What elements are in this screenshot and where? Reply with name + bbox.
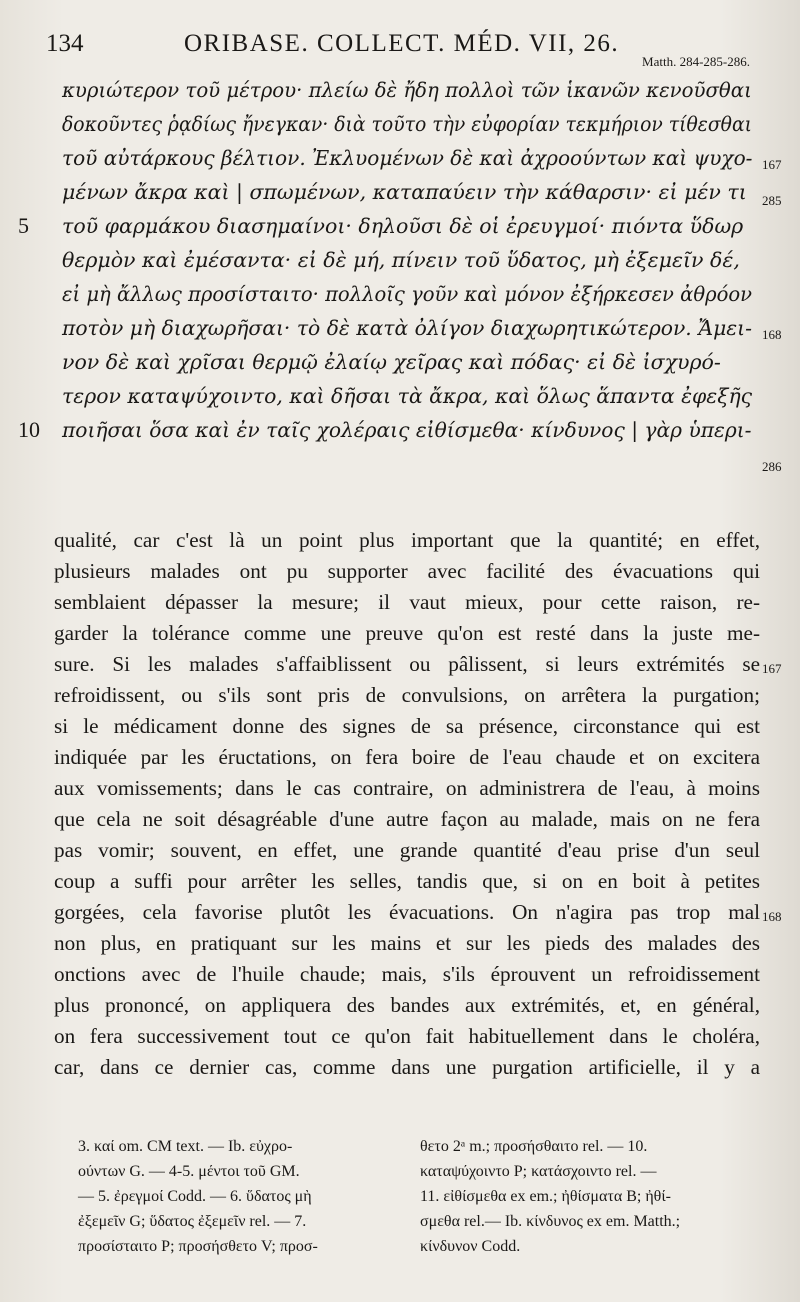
french-line: refroidissent, ou s'ils sont pris de convulsions, on arrêtera la purgation;	[54, 683, 760, 707]
line-number-5: 5	[18, 213, 29, 238]
margin-ref-168: 168	[762, 327, 782, 342]
margin-ref-167: 167	[762, 661, 782, 676]
page-number: 134	[46, 30, 84, 57]
french-line: garder la tolérance comme une preuve qu'on est resté dans la juste me-	[54, 621, 760, 645]
greek-line: κυριώτερον τοῦ μέτρου· πλείω δὲ ἤδη πολλοὶ τῶν ἱκανῶν κενοῦσθαι	[62, 78, 752, 102]
note-line: σμεθα rel.— Ib. κίνδυνος ex em. Matth.;	[420, 1213, 681, 1230]
french-line: aux vomissements; dans le cas contraire, on administrera de l'eau, à moins	[54, 776, 760, 800]
greek-line: τερον καταψύχοιντο, καὶ δῆσαι τὰ ἄκρα, καὶ ὅλως ἅπαντα ἐφεξῆς	[62, 384, 753, 408]
greek-line: τοῦ φαρμάκου διασημαίνοι· δηλοῦσι δὲ οἱ ἐρευγμοί· πιόντα ὕδωρ	[62, 214, 744, 238]
french-line: car, dans ce dernier cas, comme dans une purgation artificielle, il y a	[54, 1055, 760, 1079]
margin-ref-285: 285	[762, 193, 782, 208]
page-header	[46, 30, 750, 70]
margin-ref-167: 167	[762, 157, 782, 172]
french-line: semblaient dépasser la mesure; il vaut mieux, pour cette raison, re-	[54, 590, 760, 614]
greek-line: δοκοῦντες ῥᾳδίως ἤνεγκαν· διὰ τοῦτο τὴν εὐφορίαν τεκμήριον τίθεσθαι	[62, 112, 752, 136]
note-line: κίνδυνον Codd.	[420, 1238, 521, 1255]
note-line: 3. καί om. CM text. — Ib. εὐχρο-	[78, 1138, 293, 1155]
greek-line: τοῦ αὐτάρκους βέλτιον. Ἐκλυομένων δὲ καὶ ἀχροούντων καὶ ψυχο-	[62, 146, 753, 170]
edition-reference: Matth. 284-285-286.	[642, 54, 750, 69]
note-line: καταψύχοιντο P; κατάσχοιντο rel. —	[420, 1163, 657, 1180]
margin-ref-286: 286	[762, 459, 782, 474]
running-title: ORIBASE. COLLECT. MÉD. VII, 26.	[184, 30, 620, 57]
note-line: ούντων G. — 4-5. μέντοι τοῦ GM.	[78, 1163, 300, 1180]
french-line: si le médicament donne des signes de sa présence, circonstance qui est	[54, 714, 760, 738]
french-line: indiquée par les éructations, on fera boire de l'eau chaude et on excitera	[54, 745, 760, 769]
note-line: θετο 2ᵃ m.; προσήσθαιτο rel. — 10.	[420, 1138, 648, 1155]
greek-line: μένων ἄκρα καὶ | σπωμένων, καταπαύειν τὴν κάθαρσιν· εἰ μέν τι	[62, 180, 747, 204]
french-line: que cela ne soit désagréable d'une autre façon au malade, mais on ne fera	[54, 807, 760, 831]
greek-line: ποιῆσαι ὅσα καὶ ἐν ταῖς χολέραις εἰθίσμεθα· κίνδυνος | γὰρ ὑπερι-	[62, 418, 752, 442]
note-line: προσίσταιτο P; προσήσθετο V; προσ-	[78, 1238, 318, 1255]
greek-line: ποτὸν μὴ διαχωρῆσαι· τὸ δὲ κατὰ ὀλίγον διαχωρητικώτερον. Ἄμει-	[62, 316, 752, 340]
note-line: ἐξεμεῖν G; ὕδατος ἐξεμεῖν rel. — 7.	[78, 1213, 307, 1230]
note-line: 11. εἰθίσμεθα ex em.; ἠθίσματα B; ἠθί-	[420, 1188, 671, 1205]
french-line: sure. Si les malades s'affaiblissent ou pâlissent, si leurs extrémités se	[54, 652, 760, 676]
french-line: pas vomir; souvent, en effet, une grande quantité d'eau prise d'un seul	[54, 838, 760, 862]
greek-line: νον δὲ καὶ χρῖσαι θερμῷ ἐλαίῳ χεῖρας καὶ πόδας· εἰ δὲ ἰσχυρό-	[62, 350, 721, 374]
greek-line: εἰ μὴ ἄλλως προσίσταιτο· πολλοῖς γοῦν καὶ μόνον ἐξήρκεσεν ἀθρόον	[62, 282, 752, 306]
greek-line: θερμὸν καὶ ἐμέσαντα· εἰ δὲ μή, πίνειν τοῦ ὕδατος, μὴ ἐξεμεῖν δέ,	[62, 248, 740, 272]
margin-ref-168: 168	[762, 909, 782, 924]
french-line: qualité, car c'est là un point plus important que la quantité; en effet,	[54, 528, 760, 552]
french-line: coup a suffi pour arrêter les selles, tandis que, si on en boit à petites	[54, 869, 760, 893]
french-line: non plus, en pratiquant sur les mains et sur les pieds des malades des	[54, 931, 760, 955]
french-line: plusieurs malades ont pu supporter avec facilité des évacuations qui	[54, 559, 760, 583]
french-line: on fera successivement tout ce qu'on fait habituellement dans le choléra,	[54, 1024, 760, 1048]
note-line: — 5. ἐρεγμοί Codd. — 6. ὕδατος μὴ	[78, 1188, 312, 1205]
french-line: gorgées, cela favorise plutôt les évacuations. On n'agira pas trop mal	[54, 900, 760, 924]
french-line: plus prononcé, on appliquera des bandes aux extrémités, et, en général,	[54, 993, 760, 1017]
french-line: onctions avec de l'huile chaude; mais, s'ils éprouvent un refroidissement	[54, 962, 760, 986]
line-number-10: 10	[18, 417, 40, 442]
